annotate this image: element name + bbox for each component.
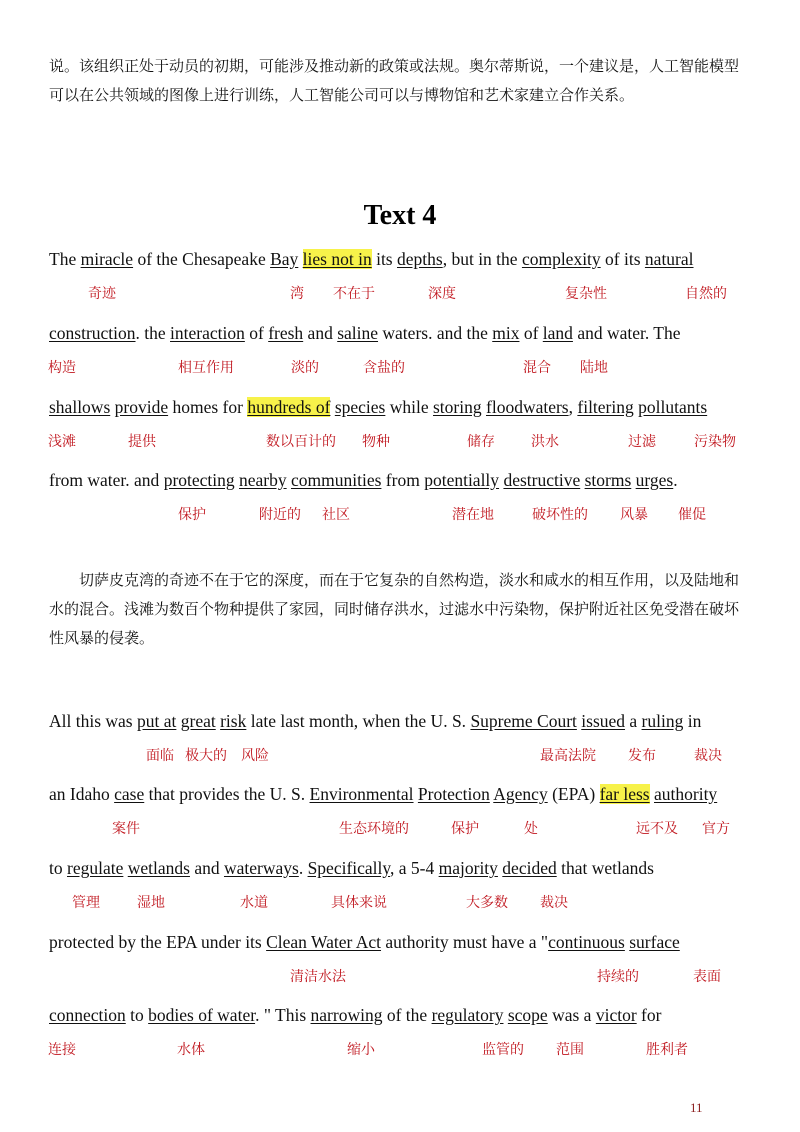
gloss-word: 复杂性 (565, 286, 607, 302)
gloss-word: 范围 (556, 1042, 584, 1058)
text-run: that wetlands (556, 858, 654, 878)
gloss-word: 湾 (290, 286, 304, 302)
vocab-word: Protection (417, 784, 490, 804)
vocab-word: Agency (493, 784, 548, 804)
page-title: Text 4 (363, 200, 437, 231)
text-run: , (568, 397, 578, 417)
text-run: The (49, 249, 81, 269)
gloss-word: 污染物 (694, 434, 736, 450)
vocab-word: nearby (239, 470, 287, 490)
vocab-word: Bay (270, 249, 299, 269)
text-run: of its (600, 249, 645, 269)
gloss-word: 淡的 (291, 360, 319, 376)
vocab-word: natural (644, 249, 694, 269)
text-run: for (636, 1005, 662, 1025)
vocab-word: regulate (67, 858, 124, 878)
english-line (49, 321, 769, 345)
english-line (49, 247, 769, 271)
gloss-line (0, 818, 800, 840)
gloss-word: 物种 (362, 434, 390, 450)
gloss-line (0, 745, 800, 767)
text-run: and water. The (572, 323, 681, 343)
gloss-word: 案件 (112, 821, 140, 837)
text-run: All this was (49, 711, 137, 731)
chinese-translation: 切萨皮克湾的奇迹不在于它的深度，而在于它复杂的自然构造，淡水和咸水的相互作用，以及陆地和水的混合。浅滩为数百个物种提供了家园，同时储存洪水，过滤水中污染物，保护附近社区免受潜在破坏性风暴的侵袭。 (49, 571, 740, 647)
text-run: authority must have a " (381, 932, 549, 952)
gloss-word: 监管的 (482, 1042, 524, 1058)
vocab-word: filtering (577, 397, 634, 417)
highlighted-vocab-word: hundreds of (247, 397, 331, 417)
english-line (49, 930, 769, 954)
gloss-line (0, 966, 800, 988)
gloss-word: 大多数 (466, 895, 508, 911)
vocab-word: miracle (80, 249, 134, 269)
gloss-word: 水道 (240, 895, 268, 911)
gloss-word: 提供 (128, 434, 156, 450)
english-line (49, 856, 769, 880)
gloss-word: 湿地 (137, 895, 165, 911)
text-run: of (519, 323, 543, 343)
text-run: an Idaho (49, 784, 115, 804)
vocab-word: protecting (163, 470, 235, 490)
gloss-word: 保护 (178, 507, 206, 523)
gloss-word: 最高法院 (540, 748, 596, 764)
gloss-word: 构造 (48, 360, 76, 376)
vocab-word: complexity (521, 249, 601, 269)
vocab-word: storing (433, 397, 482, 417)
vocab-word: floodwaters (486, 397, 569, 417)
gloss-word: 具体来说 (331, 895, 387, 911)
gloss-word: 极大的 (185, 748, 227, 764)
gloss-word: 缩小 (347, 1042, 375, 1058)
gloss-word: 不在于 (333, 286, 375, 302)
text-run: while (385, 397, 433, 417)
vocab-word: regulatory (431, 1005, 504, 1025)
highlighted-vocab-word: far less (599, 784, 650, 804)
vocab-word: put at (137, 711, 177, 731)
gloss-line (0, 431, 800, 453)
text-run: homes for (168, 397, 248, 417)
top-chinese-paragraph: 说。该组织正处于动员的初期，可能涉及推动新的政策或法规。奥尔蒂斯说，一个建议是，人工智能模型可以在公共领域的图像上进行训练，人工智能公司可以与博物馆和艺术家建立合作关系。 (49, 57, 740, 104)
gloss-word: 过滤 (628, 434, 656, 450)
gloss-word: 奇迹 (88, 286, 116, 302)
gloss-word: 处 (524, 821, 538, 837)
gloss-word: 潜在地 (452, 507, 494, 523)
gloss-word: 远不及 (636, 821, 678, 837)
gloss-word: 连接 (48, 1042, 76, 1058)
vocab-word: urges (635, 470, 674, 490)
vocab-word: risk (220, 711, 247, 731)
text-run: , but in the (442, 249, 522, 269)
text-run: to (49, 858, 67, 878)
vocab-word: pollutants (638, 397, 708, 417)
text-run: to (125, 1005, 149, 1025)
vocab-word: mix (492, 323, 520, 343)
vocab-word: scope (507, 1005, 548, 1025)
gloss-word: 表面 (693, 969, 721, 985)
text-run: was a (547, 1005, 596, 1025)
gloss-word: 清洁水法 (290, 969, 346, 985)
english-line (49, 782, 769, 806)
text-run: of the Chesapeake (133, 249, 271, 269)
gloss-word: 深度 (428, 286, 456, 302)
vocab-word: victor (595, 1005, 637, 1025)
gloss-word: 洪水 (531, 434, 559, 450)
text-run: waters. and the (378, 323, 493, 343)
gloss-word: 储存 (467, 434, 495, 450)
text-run: . " This (255, 1005, 311, 1025)
vocab-word: waterways (223, 858, 299, 878)
vocab-word: great (180, 711, 216, 731)
gloss-word: 保护 (451, 821, 479, 837)
vocab-word: Clean Water Act (266, 932, 382, 952)
vocab-word: surface (629, 932, 680, 952)
vocab-word: case (114, 784, 145, 804)
vocab-word: Specifically (307, 858, 391, 878)
vocab-word: depths (397, 249, 443, 269)
gloss-line (0, 357, 800, 379)
gloss-word: 破坏性的 (532, 507, 588, 523)
text-run: . (298, 858, 308, 878)
gloss-word: 自然的 (685, 286, 727, 302)
text-run: of (244, 323, 269, 343)
gloss-word: 管理 (72, 895, 100, 911)
vocab-word: shallows (49, 397, 111, 417)
text-run: a (625, 711, 642, 731)
vocab-word: fresh (268, 323, 304, 343)
english-line (49, 468, 769, 492)
vocab-word: Supreme Court (470, 711, 577, 731)
gloss-word: 官方 (702, 821, 730, 837)
gloss-word: 风险 (241, 748, 269, 764)
gloss-word: 持续的 (597, 969, 639, 985)
vocab-word: saline (337, 323, 379, 343)
vocab-word: narrowing (310, 1005, 383, 1025)
gloss-line (0, 892, 800, 914)
vocab-word: potentially (424, 470, 500, 490)
text-run: late last month, when the U. S. (246, 711, 471, 731)
text-run: in (683, 711, 702, 731)
text-run: its (371, 249, 397, 269)
gloss-word: 浅滩 (48, 434, 76, 450)
gloss-line (0, 283, 800, 305)
gloss-word: 水体 (177, 1042, 205, 1058)
gloss-word: 混合 (523, 360, 551, 376)
vocab-word: interaction (170, 323, 245, 343)
gloss-word: 社区 (322, 507, 350, 523)
text-run: (EPA) (547, 784, 600, 804)
gloss-word: 陆地 (580, 360, 608, 376)
vocab-word: provide (114, 397, 169, 417)
vocab-word: ruling (641, 711, 684, 731)
text-run: . the (135, 323, 171, 343)
text-run: that provides the U. S. (144, 784, 310, 804)
vocab-word: Environmental (309, 784, 414, 804)
vocab-word: decided (502, 858, 557, 878)
vocab-word: issued (581, 711, 626, 731)
gloss-word: 催促 (678, 507, 706, 523)
gloss-line (0, 1039, 800, 1061)
gloss-word: 面临 (146, 748, 174, 764)
vocab-word: authority (654, 784, 718, 804)
vocab-word: majority (438, 858, 498, 878)
vocab-word: wetlands (127, 858, 190, 878)
english-line (49, 709, 769, 733)
text-run: , a 5-4 (390, 858, 439, 878)
text-run: . (673, 470, 678, 490)
gloss-word: 含盐的 (363, 360, 405, 376)
page-number: 11 (690, 1100, 703, 1115)
english-line (49, 395, 769, 419)
text-run: from (381, 470, 425, 490)
text-run: from water. and (49, 470, 164, 490)
vocab-word: communities (291, 470, 382, 490)
gloss-word: 裁决 (694, 748, 722, 764)
gloss-word: 附近的 (259, 507, 301, 523)
gloss-word: 数以百计的 (266, 434, 336, 450)
vocab-word: destructive (503, 470, 581, 490)
gloss-word: 发布 (628, 748, 656, 764)
text-run: and (303, 323, 338, 343)
gloss-word: 裁决 (540, 895, 568, 911)
vocab-word: storms (584, 470, 632, 490)
vocab-word: construction (49, 323, 136, 343)
gloss-line (0, 504, 800, 526)
gloss-word: 风暴 (620, 507, 648, 523)
gloss-word: 相互作用 (178, 360, 234, 376)
vocab-word: species (334, 397, 386, 417)
highlighted-vocab-word: lies not in (302, 249, 372, 269)
text-run: protected by the EPA under its (49, 932, 267, 952)
vocab-word: land (542, 323, 573, 343)
text-run: and (189, 858, 224, 878)
text-run: of the (382, 1005, 432, 1025)
gloss-word: 生态环境的 (339, 821, 409, 837)
gloss-word: 胜利者 (646, 1042, 688, 1058)
vocab-word: continuous (548, 932, 625, 952)
vocab-word: bodies of water (148, 1005, 256, 1025)
vocab-word: connection (49, 1005, 126, 1025)
english-line (49, 1003, 769, 1027)
